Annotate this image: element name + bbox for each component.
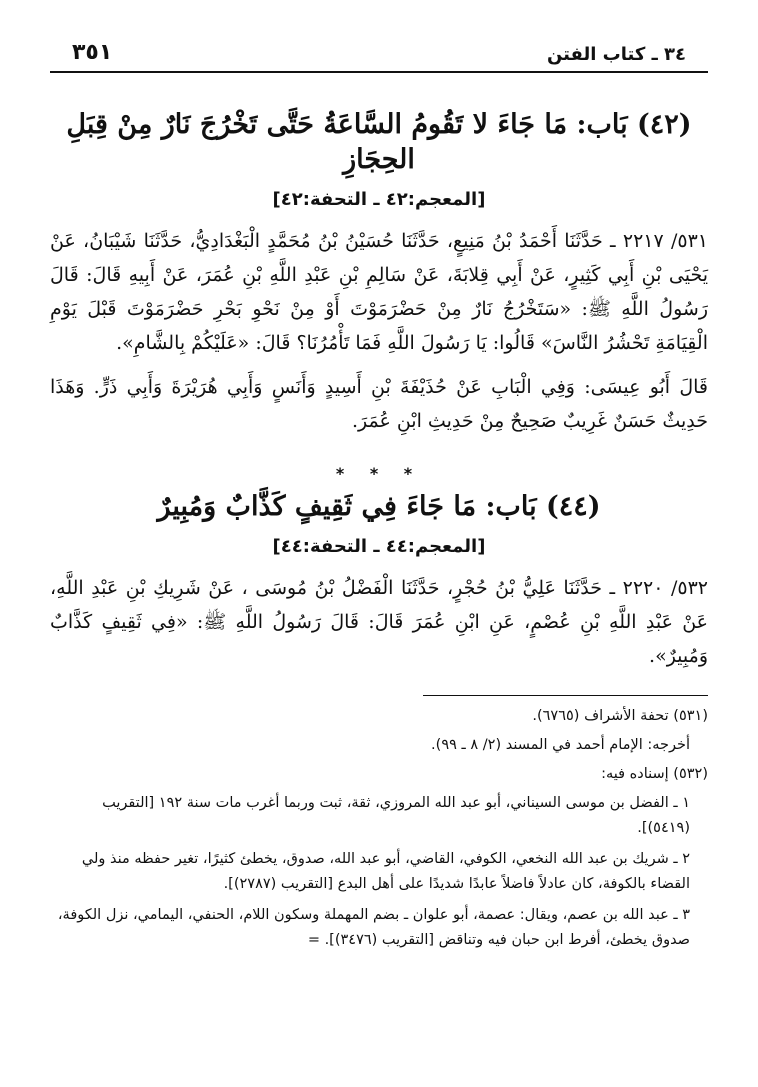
footnote-item: ٣ ـ عبد الله بن عصم، ويقال: عصمة، أبو علوان ـ بضم المهملة وسكون اللام، الحنفي، اليمامي، نزل الكوفة، صدوق يخطئ، أفرط ابن حبان فيه وتناقض [التقريب (٣٤٧٦)]. = [57, 907, 690, 949]
section-title-42: (٤٢) بَاب: مَا جَاءَ لا تَقُومُ السَّاعَةُ حَتَّى تَخْرُجَ نَارٌ مِنْ قِبَلِ الحِجَازِ [66, 109, 692, 176]
hadith-532: ٥٣٢/ ٢٢٢٠ ـ حَدَّثَنَا عَلِيُّ بْنُ حُجْرٍ، حَدَّثَنَا الْفَضْلُ بْنُ مُوسَى ، عَنْ شَرِيكِ بْنِ عَبْدِ اللَّهِ، عَنْ عَبْدِ اللَّهِ بْنِ عُصْمٍ، عَنِ ابْنِ عُمَرَ قَالَ: قَالَ رَسُولُ اللَّهِ ﷺ: «فِي ثَقِيفٍ كَذَّابٌ وَمُبِيرٌ». [50, 577, 708, 668]
footnote-item: ١ ـ الفضل بن موسى السيناني، أبو عبد الله المروزي، ثقة، ثبت وربما أغرب مات سنة ١٩٢ [التقريب (٥٤١٩)]. [102, 795, 690, 837]
hadith-531: ٥٣١/ ٢٢١٧ ـ حَدَّثَنَا أَحْمَدُ بْنُ مَنِيعٍ، حَدَّثَنَا حُسَيْنُ بْنُ مُحَمَّدٍ الْبَغْدَادِيُّ، حَدَّثَنَا شَيْبَانُ، عَنْ يَحْيَى بْنِ أَبِي كَثِيرٍ، عَنْ أَبِي قِلابَةَ، عَنْ سَالِمِ بْنِ عَبْدِ اللَّهِ بْنِ عُمَرَ، عَنْ أَبِيهِ قَالَ: قَالَ رَسُولُ اللَّهِ ﷺ: «سَتَخْرُجُ نَارٌ مِنْ حَضْرَمَوْتَ أَوْ مِنْ نَحْوِ بَحْرِ حَضْرَمَوْتَ قَبْلَ يَوْمِ الْقِيَامَةِ تَحْشُرُ النَّاسَ» قَالُوا: يَا رَسُولَ اللَّهِ فَمَا تَأْمُرُنَا؟ قَالَ: «عَلَيْكُمْ بِالشَّامِ». [50, 230, 709, 355]
page-number: ٣٥١ [72, 40, 113, 65]
section-title-44: (٤٤) بَاب: مَا جَاءَ فِي ثَقِيفٍ كَذَّابٌ وَمُبِيرٌ [157, 491, 601, 523]
footnote-532-list [50, 791, 708, 953]
footnote-531-body: أخرجه: الإمام أحمد في المسند (٢/ ٨ ـ ٩٩). [431, 737, 690, 754]
chapter-header: ٣٤ ـ كتاب الفتن [546, 44, 686, 65]
hadith-531-comment: قَالَ أَبُو عِيسَى: وَفِي الْبَابِ عَنْ حُذَيْفَةَ بْنِ أَسِيدٍ وَأَنَسٍ وَأَبِي هُرَيْرَةَ وَأَبِي ذَرٍّ. وَهَذَا حَدِيثٌ حَسَنٌ غَرِيبٌ صَحِيحٌ مِنْ حَدِيثِ ابْنِ عُمَرَ. [50, 376, 708, 433]
section-separator: * * * [335, 464, 423, 484]
running-header [50, 40, 708, 73]
footnotes [50, 695, 708, 953]
section-ref-42: [المعجم:٤٢ ـ التحفة:٤٢] [272, 189, 486, 211]
footnote-531-title: (٥٣١) تحفة الأشراف (٦٧٦٥). [532, 708, 708, 725]
footnote-rule [423, 695, 708, 696]
footnote-item: ٢ ـ شريك بن عبد الله النخعي، الكوفي، القاضي، أبو عبد الله، صدوق، يخطئ كثيرًا، تغير حفظه منذ ولي القضاء بالكوفة، كان عادلاً فاضلاً عابدًا شديدًا على أهل البدع [التقريب (٢٧٨٧)]. [81, 851, 690, 893]
footnote-532-title: (٥٣٢) إسناده فيه: [601, 766, 708, 783]
section-ref-44: [المعجم:٤٤ ـ التحفة:٤٤] [272, 536, 486, 558]
